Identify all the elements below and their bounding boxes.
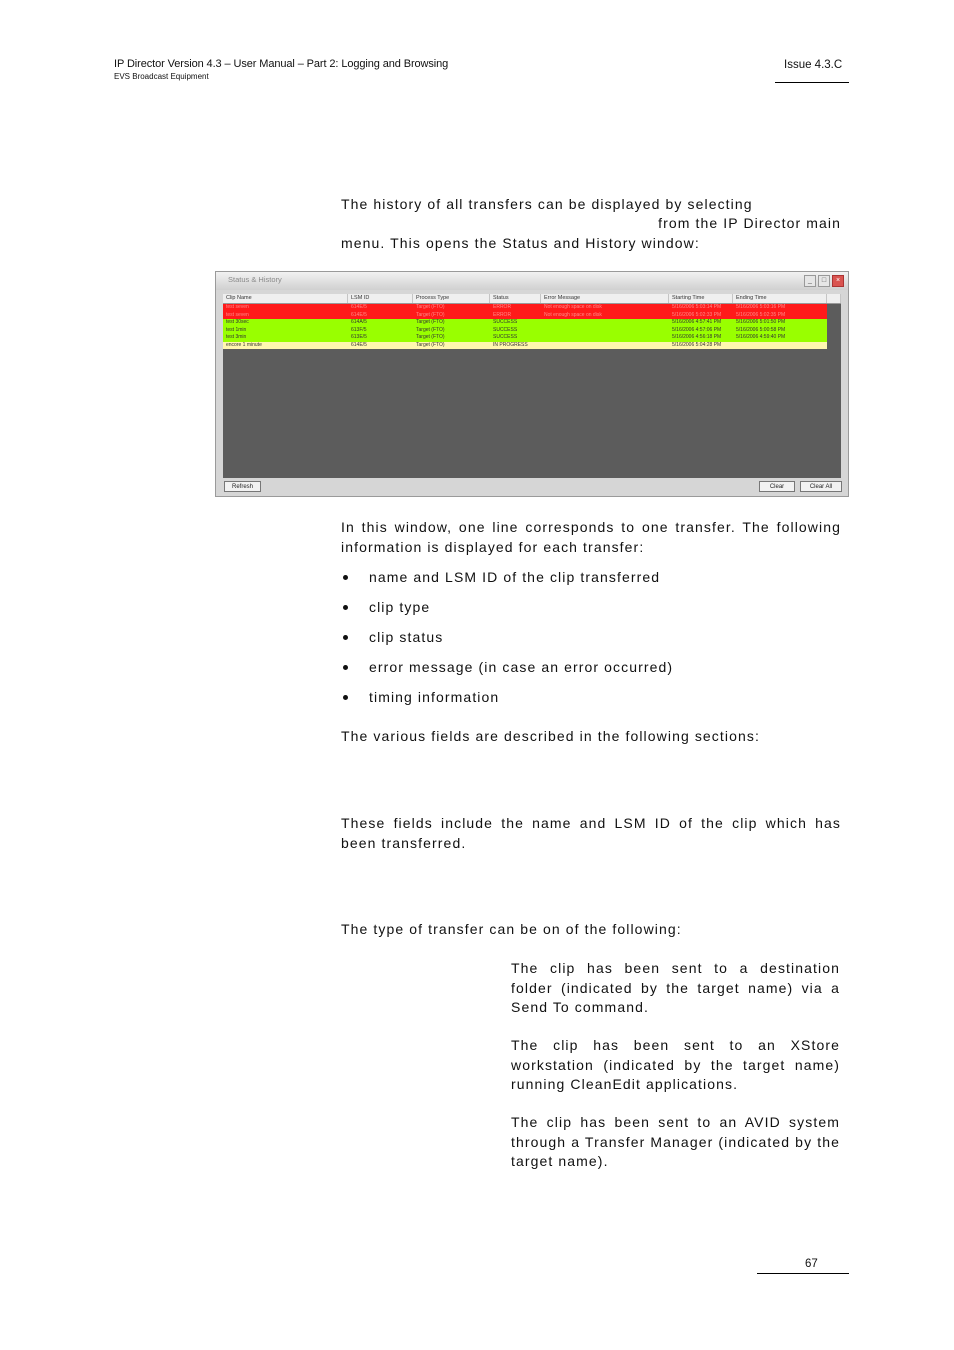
minimize-icon[interactable]: _	[804, 275, 816, 287]
window-titlebar	[216, 272, 848, 290]
column-header-spacer	[827, 294, 841, 303]
table-row[interactable]	[223, 319, 827, 327]
table-row[interactable]	[223, 327, 827, 335]
table-cell: 5/16/2006 4:56:18 PM	[672, 334, 722, 340]
type-folder-description: The clip has been sent to a destination folder (indicated by the target name) via a Send To command.	[511, 960, 840, 1015]
table-cell: encore 1 minute	[226, 341, 262, 348]
table-row[interactable]	[223, 304, 827, 312]
info-bullet-list	[341, 568, 841, 718]
table-cell: 5/16/2006 5:03:16 PM	[736, 304, 786, 310]
table-cell	[541, 334, 669, 342]
list-item: name and LSM ID of the clip transferred	[341, 568, 841, 598]
column-header[interactable]: Starting Time	[669, 294, 733, 303]
intro-line-3: menu. This opens the Status and History window:	[341, 235, 700, 251]
table-cell: 5/16/2006 4:59:40 PM	[736, 334, 786, 340]
table-cell: 5/16/2006 5:02:33 PM	[672, 311, 722, 318]
document-header-title: IP Director Version 4.3 – User Manual – Part 2: Logging and Browsing	[114, 58, 449, 70]
table-cell	[541, 342, 669, 350]
header-rule	[775, 82, 849, 83]
column-header[interactable]: Error Message	[541, 294, 669, 303]
table-cell: 5/16/2006 5:04:28 PM	[672, 341, 722, 348]
table-cell: 613F/5	[351, 326, 367, 333]
page-number: 67	[805, 1258, 818, 1270]
bullet-icon	[343, 695, 348, 700]
name-fields-description: These fields include the name and LSM ID of the clip which has been transferred.	[341, 815, 841, 851]
table-cell: Target (FTO)	[416, 311, 445, 318]
clear-all-button[interactable]: Clear All	[800, 481, 842, 492]
table-cell: ERROR	[493, 311, 512, 318]
table-cell: Not enough space on disk	[544, 311, 602, 318]
table-cell: 614E/5	[351, 311, 367, 318]
intro-line-1: The history of all transfers can be displayed by selecting	[341, 196, 753, 212]
status-history-window	[215, 271, 849, 497]
column-header[interactable]: Ending Time	[733, 294, 827, 303]
column-header[interactable]: LSM ID	[348, 294, 413, 303]
table-cell: 613E/5	[351, 334, 367, 340]
window-controls	[804, 275, 844, 287]
table-cell: 5/16/2006 4:57:41 PM	[672, 319, 722, 325]
intro-line-2: from the IP Director main	[658, 215, 841, 231]
close-icon[interactable]: ×	[832, 275, 844, 287]
maximize-icon[interactable]: □	[818, 275, 830, 287]
table-cell: SUCCESS	[493, 319, 518, 325]
table-cell: test 3min	[226, 334, 247, 340]
table-cell: test seven	[226, 311, 249, 318]
column-header[interactable]: Status	[490, 294, 541, 303]
bullet-icon	[343, 605, 348, 610]
table-cell: test 1min	[226, 326, 247, 333]
document-issue: Issue 4.3.C	[784, 59, 843, 71]
footer-rule	[757, 1273, 849, 1274]
table-cell	[541, 327, 669, 335]
table-cell: Not enough space on disk	[544, 304, 602, 310]
history-grid	[223, 294, 841, 478]
table-cell: test seven	[226, 304, 249, 310]
table-cell: 5/16/2006 5:01:50 PM	[736, 319, 786, 325]
fields-intro: The various fields are described in the following sections:	[341, 728, 760, 744]
table-cell: SUCCESS	[493, 334, 518, 340]
grid-header	[223, 294, 841, 304]
table-cell: test 30sec	[226, 319, 249, 325]
table-cell: 5/16/2006 5:02:35 PM	[736, 311, 786, 318]
list-item: clip type	[341, 598, 841, 628]
type-xstore-description: The clip has been sent to an XStore workstation (indicated by the target name) running CleanEdit applications.	[511, 1037, 840, 1092]
table-row[interactable]	[223, 342, 827, 350]
table-cell: Target (FTO)	[416, 319, 445, 325]
type-avid-description: The clip has been sent to an AVID system through a Transfer Manager (indicated by the target name).	[511, 1114, 840, 1169]
table-cell: 614E/5	[351, 341, 367, 348]
window-title: Status & History	[228, 275, 282, 284]
column-header[interactable]: Clip Name	[223, 294, 348, 303]
list-item: clip status	[341, 628, 841, 658]
table-cell: Target (FTO)	[416, 304, 445, 310]
grid-body	[223, 304, 841, 349]
bullet-icon	[343, 635, 348, 640]
bullet-icon	[343, 665, 348, 670]
column-header[interactable]: Process Type	[413, 294, 490, 303]
table-cell: SUCCESS	[493, 326, 518, 333]
clear-button[interactable]: Clear	[759, 481, 795, 492]
table-cell: Target (FTO)	[416, 334, 445, 340]
table-cell: 5/16/2006 4:57:06 PM	[672, 326, 722, 333]
list-item: timing information	[341, 688, 841, 718]
table-cell: 5/16/2006 5:00:58 PM	[736, 326, 786, 333]
type-intro: The type of transfer can be on of the following:	[341, 921, 682, 937]
table-cell	[541, 319, 669, 327]
table-cell: Target (FTO)	[416, 341, 445, 348]
table-cell: 5/16/2006 5:03:14 PM	[672, 304, 722, 310]
document-header-subtitle: EVS Broadcast Equipment	[114, 72, 209, 81]
table-cell: ERROR	[493, 304, 512, 310]
table-cell	[733, 342, 827, 350]
table-row[interactable]	[223, 312, 827, 320]
window-description: In this window, one line corresponds to one transfer. The following information is displayed for each transfer:	[341, 519, 841, 555]
bullet-icon	[343, 575, 348, 580]
table-cell: 614A/5	[351, 319, 367, 325]
table-cell: IN PROGRESS	[493, 341, 528, 348]
table-cell: 614E/5	[351, 304, 367, 310]
table-cell: Target (FTO)	[416, 326, 445, 333]
list-item: error message (in case an error occurred)	[341, 658, 841, 688]
table-row[interactable]	[223, 334, 827, 342]
refresh-button[interactable]: Refresh	[224, 481, 261, 492]
